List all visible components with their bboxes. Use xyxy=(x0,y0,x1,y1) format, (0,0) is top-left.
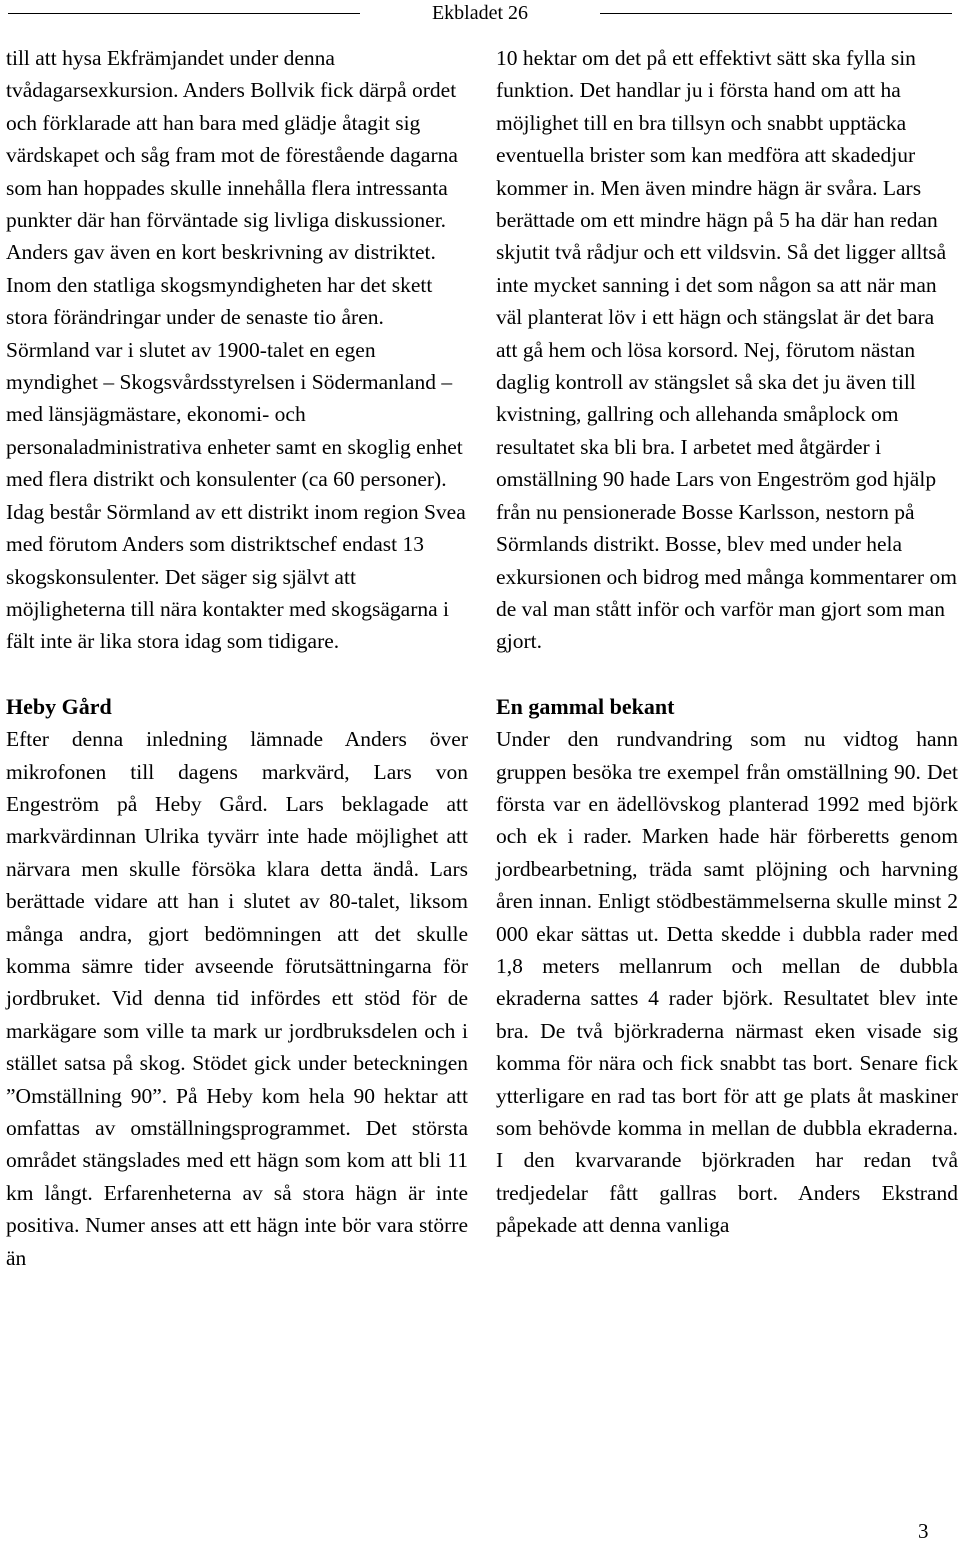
right-section-paragraph: Under den rundvandring som nu vidtog hann gruppen besöka tre exempel från omställning 90. Det första var en ädellövskog planterad 1992 med björk och ek i rader. Marken hade här förberetts genom jordbearbetning, träda samt plöjning och harvning åren innan. Enligt stödbestämmelserna skulle minst 2 000 ekar sättas ut. Detta skedde i dubbla rader med 1,8 meters mellanrum och mellan de dubbla ekraderna sattes 4 rader björk. Resultatet blev inte bra. De två björkraderna närmast eken visade sig komma för nära och fick snabbt tas bort. Senare fick ytterligare en rad tas bort för att ge plats åt maskiner som behövde komma in mellan de dubbla ekraderna. I den kvarvarande björkraden har redan två tredjedelar fått gallras bort. Anders Ekstrand påpekade att denna vanliga xyxy=(496,727,958,1238)
right-column xyxy=(496,42,958,1242)
page-number: 3 xyxy=(918,1519,929,1543)
section-heading-heby-gard: Heby Gård xyxy=(6,693,112,719)
header-rule-left xyxy=(8,13,360,14)
left-intro-paragraph: till att hysa Ekfrämjandet under denna tvådagarsexkursion. Anders Bollvik fick därpå ordet och förklarade att han bara med glädje åtagit sig värdskapet och såg fram mot de förestående dagarna som han hoppades skulle innehålla flera intressanta punkter där han förväntade sig livliga diskussioner. Anders gav även en kort beskrivning av distriktet. Inom den statliga skogsmyndigheten har det skett stora förändringar under de senaste tio åren. Sörmland var i slutet av 1900-talet en egen myndighet – Skogsvårdsstyrelsen i Södermanland – med länsjägmästare, ekonomi- och personaladministrativa enheter samt en skoglig enhet med flera distrikt och konsulenter (ca 60 personer). Idag består Sörmland av ett distrikt inom region Svea med förutom Anders som distriktschef endast 13 skogskonsulenter. Det säger sig självt att möjligheterna till nära kontakter med skogsägarna i fält inte är lika stora idag som tidigare. xyxy=(6,46,466,654)
left-section-paragraph: Efter denna inledning lämnade Anders över mikrofonen till dagens markvärd, Lars von Engeström på Heby Gård. Lars beklagade att markvärdinnan Ulrika tyvärr inte hade möjlighet att närvara men skulle försöka klara detta ändå. Lars berättade vidare att han i slutet av 80-talet, liksom många andra, gjort bedömningen att det skulle komma sämre tider avseende förutsättningarna för jordbruket. Vid denna tid infördes ett stöd för de markägare som ville ta mark ur jordbruksdelen och i stället satsa på skog. Stödet gick under beteckningen ”Omställning 90”. På Heby kom hela 90 hektar att omfattas av omställningsprogrammet. Det största området stängslades med ett hägn som kom att bli 11 km långt. Erfarenheterna av så stora hägn är inte positiva. Numer anses att ett hägn inte bör vara större än xyxy=(6,727,468,1270)
right-intro-paragraph: 10 hektar om det på ett effektivt sätt ska fylla sin funktion. Det handlar ju i första hand om att ha möjlighet till en bra tillsyn och snabbt upptäcka eventuella brister som kan medföra att skadedjur kommer in. Men även mindre hägn är svåra. Lars berättade om ett mindre hägn på 5 ha där han redan skjutit två rådjur och ett vildsvin. Så det ligger alltså inte mycket sanning i det som någon sa att när man väl planterat löv i ett hägn och stängslat är det bara att gå hem och lösa korsord. Nej, förutom nästan daglig kontroll av stängslet så ska det ju även till kvistning, gallring och allehanda småplock om resultatet ska bli bra. I arbetet med åtgärder i omställning 90 hade Lars von Engeström god hjälp från nu pensionerade Bosse Karlsson, nestorn på Sörmlands distrikt. Bosse, blev med under hela exkursionen och bidrog med många kommentarer om de val man stått inför och varför man gjort som man gjort. xyxy=(496,46,957,654)
header-rule-right xyxy=(600,13,952,14)
section-heading-en-gammal-bekant: En gammal bekant xyxy=(496,693,675,719)
section-gap xyxy=(6,658,468,691)
page-header xyxy=(0,0,960,30)
publication-title: Ekbladet 26 xyxy=(431,2,529,24)
left-column xyxy=(6,42,468,1274)
section-gap xyxy=(496,658,958,691)
